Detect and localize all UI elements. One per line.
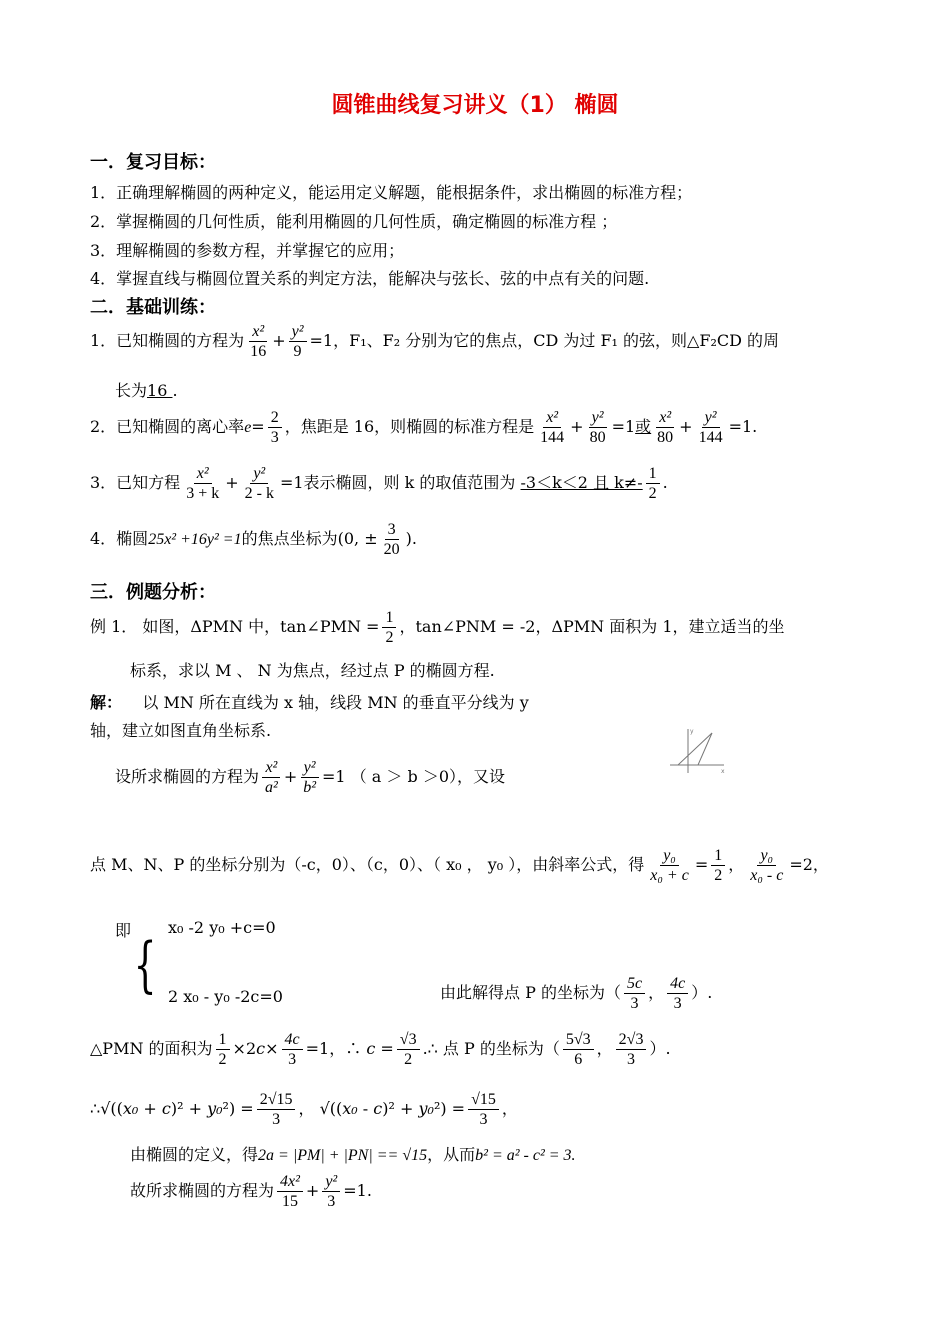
fraction: $\frac{4c}{3}$ [282, 1030, 303, 1069]
section-3-heading: 三．例题分析： [90, 582, 216, 603]
exercise-4: 4．椭圆25x² +16y² =1的焦点坐标为(0, ± $\frac{3}{20}$ ). [90, 521, 417, 558]
fraction: $\frac{5√3}{6}$ [563, 1030, 594, 1069]
brace: { [133, 930, 157, 1000]
fraction: $\frac{\text{x²}}{3 + k}$ [186, 465, 220, 502]
fraction: $\frac{√15}{3}$ [468, 1090, 499, 1129]
solution-line: 解： 以 MN 所在直线为 x 轴，线段 MN 的垂直平分线为 y [90, 693, 529, 712]
fraction: $\frac{\text{y²}}{80}$ [589, 409, 606, 446]
fraction: $\frac{3}{20}$ [383, 521, 400, 558]
fraction: $\frac{\text{x²}}{144}$ [540, 409, 565, 446]
fraction: $\frac{1}{2}$ [216, 1030, 230, 1069]
solution-line: 故所求椭圆的方程为 $\frac{\text{4x²}}{15}$ + $\frac{\text{y²}}{3}$ =1. [130, 1173, 372, 1210]
fraction: $\frac{\text{x²}}{16}$ [250, 323, 267, 360]
solution-line: 轴，建立如图直角坐标系. [90, 721, 272, 740]
fraction: $\frac{5c}{3}$ [624, 974, 645, 1013]
fraction: $\frac{\text{y²}}{2 - k}$ [244, 465, 274, 502]
fraction: $\frac{\text{y₀}}{\text{x₀ - c}}$ [750, 847, 784, 884]
exercise-1: 1．已知椭圆的方程为 $\frac{\text{x²}}{16}$ + $\frac{\text{y²}}{9}$ =1，F₁、F₂ 分别为它的焦点，CD 为过 F₁ 的弦，则△F₂CD 的周 [90, 323, 780, 360]
fraction: $\frac{\text{x²}}{\text{a²}}$ [262, 758, 281, 797]
fraction: $\frac{4c}{3}$ [667, 974, 688, 1013]
solution-line: 设所求椭圆的方程为 $\frac{\text{x²}}{\text{a²}}$ + $\frac{\text{y²}}{\text{b²}}$ =1 （ a ＞ b ＞0），又设 [115, 759, 505, 796]
fraction: $\frac{\text{y²}}{\text{b²}}$ [300, 758, 319, 797]
fraction: $\frac{2√3}{3}$ [616, 1030, 647, 1069]
solution-line: △PMN 的面积为 $\frac{1}{2}$ ×2c× $\frac{4c}{3}$ =1，∴ c = $\frac{√3}{2}$ .∴ 点 P 的坐标为（ $\frac{5√3}{6}$ ， $\frac{2√3}{3}$ ）. [90, 1031, 671, 1068]
answer-blank: 16 [147, 381, 173, 400]
goal-item: 4．掌握直线与椭圆位置关系的判定方法，能解决与弦长、弦的中点有关的问题. [90, 269, 650, 288]
page-title: 圆锥曲线复习讲义（1） 椭圆 [331, 93, 619, 118]
exercise-3: 3．已知方程 $\frac{\text{x²}}{3 + k}$ + $\frac{\text{y²}}{2 - k}$ =1表示椭圆，则 k 的取值范围为 -3＜k＜2 且 k≠- $\frac{1}{2}$ . [90, 465, 668, 502]
example-1: 例 1． 如图，ΔPMN 中，tan∠PMN = $\frac{1}{2}$ ，tan∠PNM = -2，ΔPMN 面积为 1，建立适当的坐 [90, 609, 785, 646]
goal-item: 1．正确理解椭圆的两种定义，能运用定义解题，能根据条件，求出椭圆的标准方程； [90, 183, 693, 202]
fraction: $\frac{2}{3}$ [268, 408, 282, 447]
exercise-2: 2．已知椭圆的离心率e= $\frac{2}{3}$ ，焦距是 16，则椭圆的标准方程是 $\frac{\text{x²}}{144}$ + $\frac{\text{y²}}{80}$ =1或 $\frac{\text{x²}}{80}$ + $\frac{\text{y²}}{144}$ =1. [90, 409, 758, 446]
svg-text:y: y [690, 728, 694, 735]
goal-item: 2．掌握椭圆的几何性质，能利用椭圆的几何性质，确定椭圆的标准方程 ； [90, 212, 618, 231]
equation: x₀ -2 y₀ +c=0 [168, 918, 276, 937]
section-1-heading: 一．复习目标： [90, 152, 216, 173]
fraction: $\frac{\text{y²}}{144}$ [698, 409, 723, 446]
fraction: $\frac{1}{2}$ [382, 608, 396, 647]
fraction: $\frac{1}{2}$ [711, 846, 725, 885]
exercise-1-answer: 长为16 . [115, 381, 178, 400]
fraction: $\frac{2√15}{3}$ [257, 1090, 296, 1129]
fraction: $\frac{√3}{2}$ [397, 1030, 420, 1069]
solution-line: 即 [115, 921, 132, 940]
solution-line: ∴√((x₀ + c)² + y₀²) = $\frac{2√15}{3}$ ， √((x₀ - c)² + y₀²) = $\frac{√15}{3}$ ， [90, 1091, 518, 1128]
example-1-cont: 标系，求以 M 、 N 为焦点，经过点 P 的椭圆方程. [130, 661, 495, 680]
fraction: $\frac{\text{y²}}{9}$ [289, 322, 307, 361]
solution-line: 由椭圆的定义，得2a = |PM| + |PN| == √15，从而b² = a² - c² = 3. [130, 1145, 576, 1164]
solution-line: 点 M、N、P 的坐标分别为（-c，0）、（c，0）、（ x₀ ， y₀ ），由斜率公式，得 $\frac{\text{y₀}}{\text{x₀ + c}}$ = $\frac{1}{2}$ ， $\frac{\text{y₀}}{\text{x₀ - c}}$ =2， [90, 847, 829, 884]
fraction: $\frac{\text{x²}}{80}$ [657, 409, 674, 446]
goal-item: 3．理解椭圆的参数方程，并掌握它的应用； [90, 241, 405, 260]
svg-text:x: x [721, 768, 725, 775]
equation: 2 x₀ - y₀ -2c=0 [168, 987, 283, 1006]
solution-line: 由此解得点 P 的坐标为（ $\frac{5c}{3}$ ， $\frac{4c}{3}$ ）. [440, 975, 713, 1012]
fraction: $\frac{\text{y²}}{3}$ [322, 1172, 340, 1211]
fraction: $\frac{1}{2}$ [646, 464, 660, 503]
section-2-heading: 二．基础训练： [90, 297, 216, 318]
answer-blank: -3＜k＜2 且 k≠- [520, 473, 643, 492]
fraction: $\frac{\text{y₀}}{\text{x₀ + c}}$ [650, 847, 689, 884]
fraction: $\frac{\text{4x²}}{15}$ [277, 1172, 303, 1211]
coordinate-figure [668, 725, 728, 775]
